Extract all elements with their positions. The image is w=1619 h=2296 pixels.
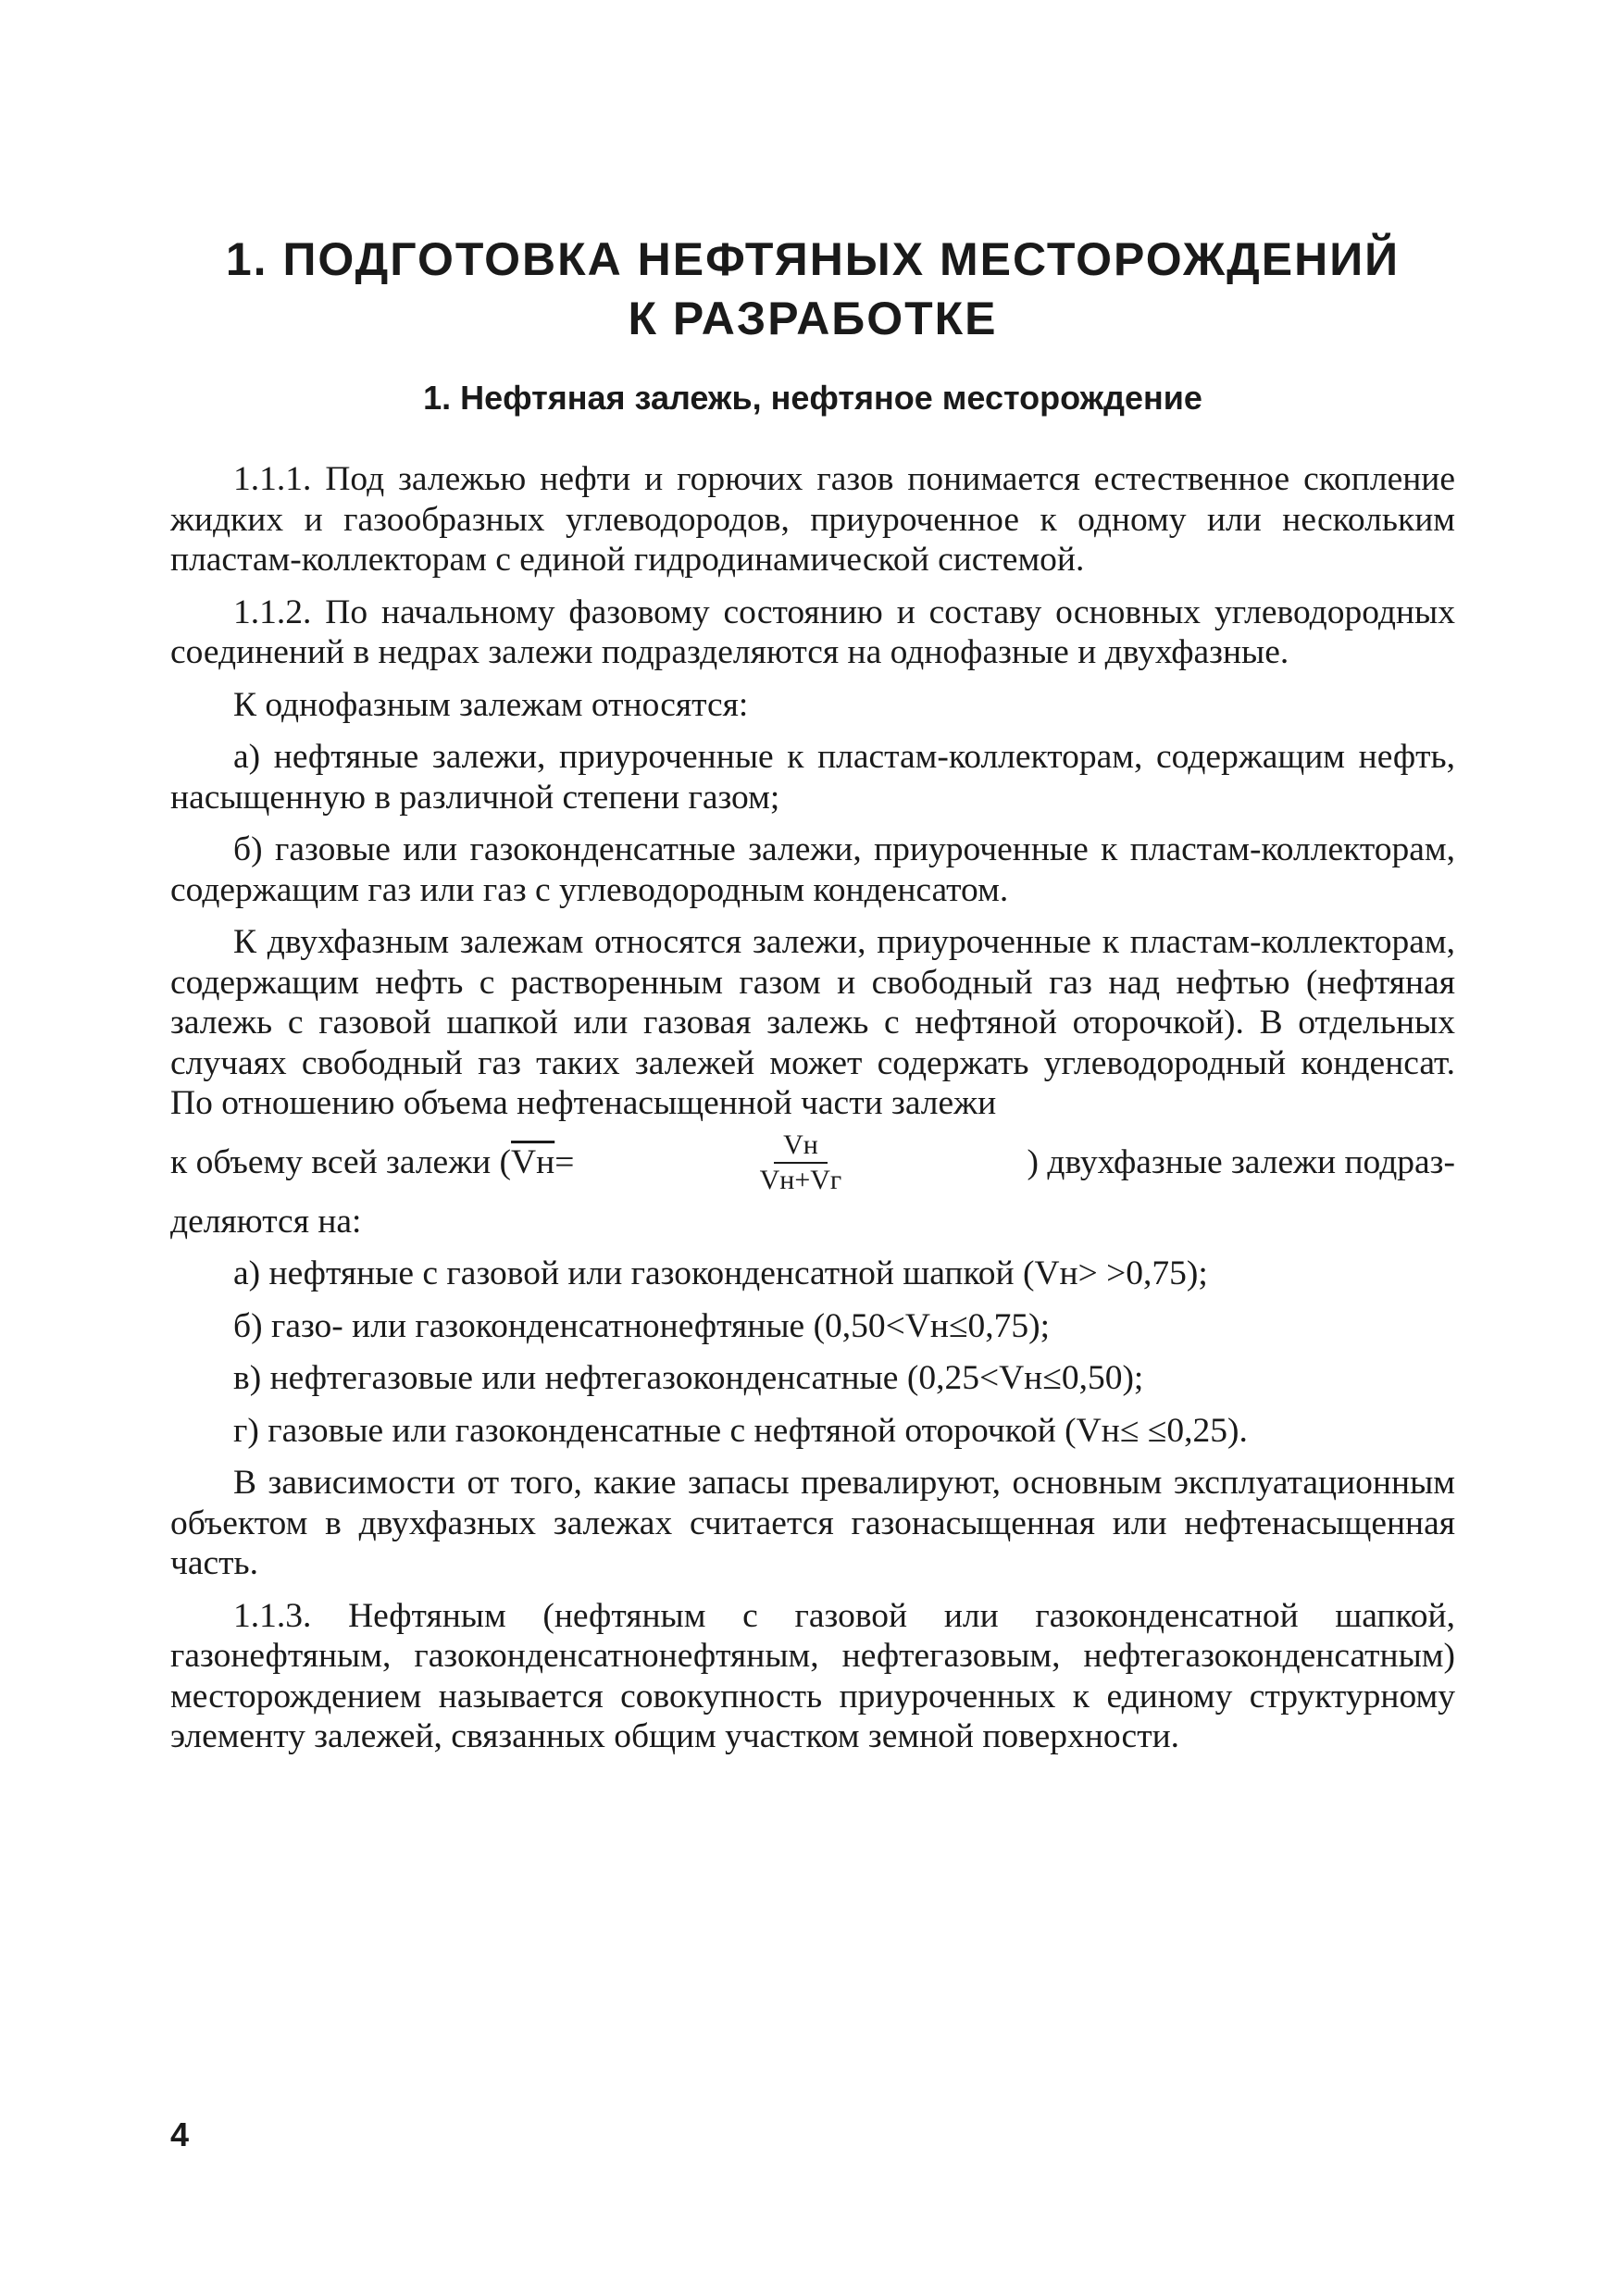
list-item-two-v: в) нефтегазовые или нефтегазоконденсатные (0,25<Vн≤0,50); — [233, 1359, 1144, 1397]
chapter-title — [170, 230, 1455, 348]
formula-denominator: Vн+Vг — [759, 1164, 842, 1195]
formula-eq: = — [554, 1142, 575, 1181]
list-item-two-a: а) нефтяные с газовой или газоконденсатной шапкой (Vн> >0,75); — [233, 1254, 1208, 1292]
paragraph-1-1-2: 1.1.2. По начальному фазовому состоянию и составу основных углеводородных соединений в недрах залежи подразделяются на однофазные и двухфазные. — [170, 593, 1455, 671]
formula-lhs: Vн — [511, 1142, 555, 1181]
paragraph-dependence: В зависимости от того, какие запасы превалируют, основным эксплуатационным объектом в двухфазных залежах считается газонасыщенная или нефтенасыщенная часть. — [170, 1464, 1455, 1582]
formula-numerator: Vн — [774, 1129, 828, 1164]
page-number: 4 — [170, 2115, 190, 2153]
chapter-title-line-1: 1. ПОДГОТОВКА НЕФТЯНЫХ МЕСТОРОЖДЕНИЙ — [225, 233, 1401, 285]
paragraph-two-phase-intro: К двухфазным залежам относятся залежи, приуроченные к пластам-коллекторам, содержащим нефть с растворенным газом и свободный газ над нефтью (нефтяная залежь с газовой шапкой или газовая залежь с нефтяной оторочкой). В отдельных случаях свободный газ таких залежей может содержать углеводородный конденсат. По отношению объема нефтенасыщенной части залежи — [170, 923, 1455, 1122]
list-item-single-b: б) газовые или газоконденсатные залежи, приуроченные к пластам-коллекторам, содержащим газ или газ с углеводородным конденсатом. — [170, 830, 1455, 909]
section-title: 1. Нефтяная залежь, нефтяное месторождение — [423, 379, 1202, 417]
formula-suffix: ) двухфазные залежи подраз- — [1027, 1142, 1455, 1181]
list-item-single-a: а) нефтяные залежи, приуроченные к пластам-коллекторам, содержащим нефть, насыщенную в различной степени газом; — [170, 738, 1455, 817]
paragraph-1-1-3: 1.1.3. Нефтяным (нефтяным с газовой или газоконденсатной шапкой, газонефтяным, газоконденсатнонефтяным, нефтегазовым, нефтегазоконденсатным) месторождением называется совокупность приуроченных к единому структурному элементу залежей, связанных общим участком земной поверхности. — [170, 1596, 1455, 1755]
formula-continuation: деляются на: — [170, 1202, 362, 1241]
list-item-two-g: г) газовые или газоконденсатные с нефтяной оторочкой (Vн≤ ≤0,25). — [233, 1411, 1248, 1450]
formula-line — [170, 1124, 1455, 1202]
formula-fraction — [751, 1129, 852, 1197]
paragraph-single-phase-intro: К однофазным залежам относятся: — [233, 685, 749, 724]
formula-prefix: к объему всей залежи (Vн= — [170, 1142, 575, 1181]
paragraph-1-1-1: 1.1.1. Под залежью нефти и горючих газов понимается естественное скопление жидких и газообразных углеводородов, приуроченное к одному или нескольким пластам-коллекторам с единой гидродинамической системой. — [170, 460, 1455, 579]
chapter-title-line-2: К РАЗРАБОТКЕ — [628, 293, 998, 344]
formula-paragraph — [170, 1124, 1455, 1242]
list-item-two-b: б) газо- или газоконденсатнонефтяные (0,50<Vн≤0,75); — [233, 1306, 1051, 1345]
body-text — [170, 459, 1455, 1769]
